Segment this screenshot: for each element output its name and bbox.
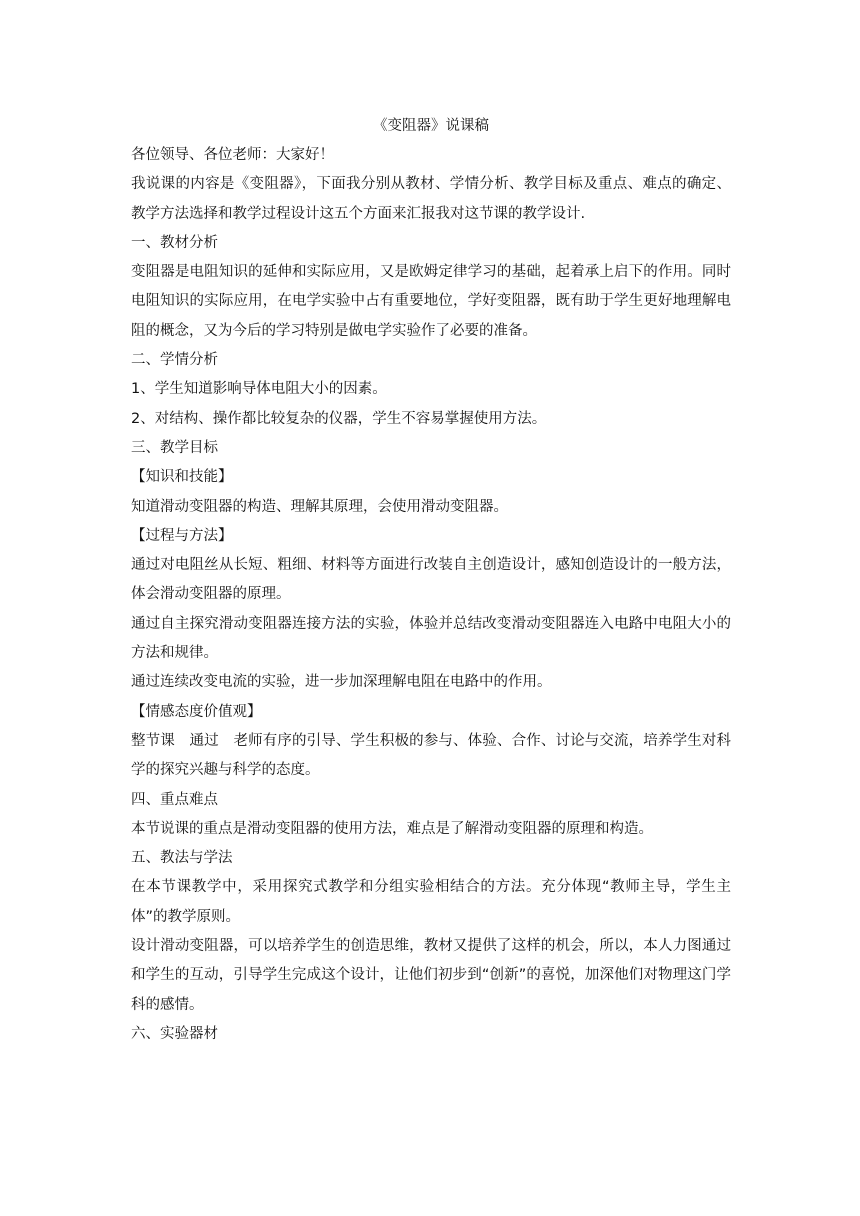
process-method-paragraph-1: 通过对电阻丝从长短、粗细、材料等方面进行改装自主创造设计，感知创造设计的一般方法，体会滑动变阻器的原理。 — [131, 557, 731, 603]
textbook-analysis-paragraph: 变阻器是电阻知识的延伸和实际应用，又是欧姆定律学习的基础，起着承上启下的作用。同时电阻知识的实际应用，在电学实验中占有重要地位，学好变阻器，既有助于学生更好地理解电阻的概念，又为今后的学习特别是做电学实验作了必要的准备。 — [131, 264, 731, 339]
subheading-emotion-attitude-values: 【情感态度价值观】 — [131, 703, 262, 720]
section-heading-experiment-equipment: 六、实验器材 — [131, 1025, 218, 1042]
student-analysis-item-2: 2、对结构、操作都比较复杂的仪器，学生不容易掌握使用方法。 — [131, 410, 547, 427]
section-heading-key-difficult-points: 四、重点难点 — [131, 791, 218, 808]
section-heading-student-analysis: 二、学情分析 — [131, 352, 218, 369]
process-method-paragraph-2: 通过自主探究滑动变阻器连接方法的实验，体验并总结改变滑动变阻器连入电路中电阻大小的方法和规律。 — [131, 615, 731, 662]
subheading-process-method: 【过程与方法】 — [131, 527, 233, 544]
key-difficult-points-paragraph: 本节说课的重点是滑动变阻器的使用方法，难点是了解滑动变阻器的原理和构造。 — [131, 820, 653, 837]
document-body — [131, 112, 731, 1049]
teaching-methods-paragraph-2: 设计滑动变阻器，可以培养学生的创造思维，教材又提供了这样的机会，所以，本人力图通过和学生的互动，引导学生完成这个设计，让他们初步到“创新”的喜悦，加深他们对物理这门学科的感情。 — [131, 938, 731, 1013]
section-heading-textbook-analysis: 一、教材分析 — [131, 234, 218, 251]
knowledge-skills-paragraph: 知道滑动变阻器的构造、理解其原理，会使用滑动变阻器。 — [131, 498, 508, 515]
emotion-attitude-paragraph: 整节课 通过 老师有序的引导、学生积极的参与、体验、合作、讨论与交流，培养学生对科学的探究兴趣与科学的态度。 — [131, 732, 731, 779]
teaching-methods-paragraph-1: 在本节课教学中，采用探究式教学和分组实验相结合的方法。充分体现“教师主导，学生主体”的教学原则。 — [131, 879, 731, 925]
subheading-knowledge-skills: 【知识和技能】 — [131, 469, 233, 486]
section-heading-teaching-goals: 三、教学目标 — [131, 439, 218, 456]
process-method-paragraph-3: 通过连续改变电流的实验，进一步加深理解电阻在电路中的作用。 — [131, 674, 552, 691]
document-title: 《变阻器》说课稿 — [373, 118, 489, 134]
section-heading-teaching-learning-methods: 五、教法与学法 — [131, 850, 233, 867]
student-analysis-item-1: 1、学生知道影响导体电阻大小的因素。 — [131, 381, 387, 398]
intro-paragraph: 我说课的内容是《变阻器》，下面我分别从教材、学情分析、教学目标及重点、难点的确定、教学方法选择和教学过程设计这五个方面来汇报我对这节课的教学设计. — [131, 176, 731, 222]
greeting: 各位领导、各位老师：大家好！ — [131, 147, 334, 163]
